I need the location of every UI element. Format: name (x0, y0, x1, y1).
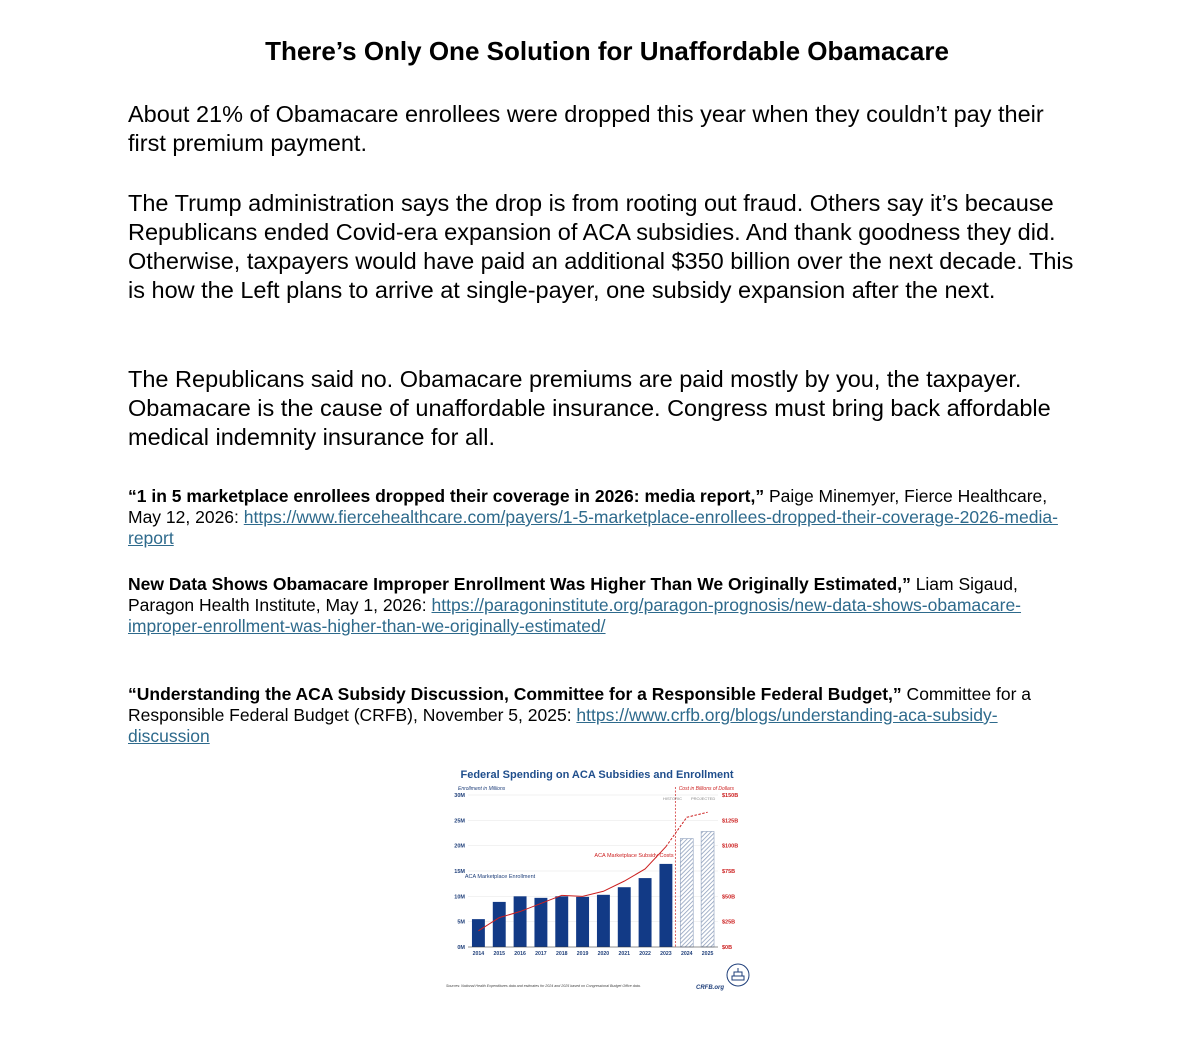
right-tick-label: $75B (722, 869, 736, 875)
reference-1 (128, 486, 1078, 549)
right-tick-label: $125B (722, 818, 739, 825)
left-tick-label: 10M (454, 894, 465, 901)
x-tick-label: 2024 (680, 951, 693, 957)
page-title: There’s Only One Solution for Unaffordable Obamacare (265, 36, 949, 66)
enrollment-series-label: ACA Marketplace Enrollment (464, 874, 536, 880)
reference-1-source: Paige Minemyer, Fierce Healthcare, May 12, 2026: (128, 486, 1048, 527)
enrollment-bar (618, 887, 631, 947)
right-tick-label: $150B (722, 793, 739, 799)
aca-spending-chart (438, 765, 756, 995)
left-tick-label: 30M (454, 793, 465, 799)
x-tick-label: 2022 (639, 951, 651, 957)
enrollment-bar (701, 831, 714, 947)
x-tick-label: 2020 (597, 951, 610, 957)
x-tick-label: 2023 (660, 951, 672, 957)
crfb-logo-text: CRFB.org (696, 985, 724, 991)
x-tick-label: 2015 (493, 951, 506, 957)
left-tick-label: 20M (454, 843, 465, 850)
paragraph-3: The Republicans said no. Obamacare premiums are paid mostly by you, the taxpayer. Obamacare is the cause of unaffordable insurance. Congress must bring back affordable medical indemnity insurance for all. (128, 366, 1051, 450)
source-note: Sources: National Health Expenditures data and estimates for 2024 and 2025 based on Congressional Budget Office data. (446, 984, 641, 988)
right-tick-label: $50B (722, 894, 736, 901)
reference-2-link[interactable]: https://paragoninstitute.org/paragon-prognosis/new-data-shows-obamacare-improper-enrollment-was-higher-than-we-originally-estimated/ (128, 595, 1022, 636)
enrollment-bar (514, 896, 527, 947)
reference-3-source: Committee for a Responsible Federal Budget (CRFB), November 5, 2025: (128, 684, 1032, 725)
chart-svg (438, 765, 756, 995)
enrollment-bar (659, 864, 672, 947)
left-tick-label: 5M (457, 919, 465, 926)
reference-2-title: New Data Shows Obamacare Improper Enrollment Was Higher Than We Originally Estimated,” (128, 574, 911, 594)
reference-1-title: “1 in 5 marketplace enrollees dropped their coverage in 2026: media report,” (128, 486, 765, 506)
reference-1-link[interactable]: https://www.fiercehealthcare.com/payers/1-5-marketplace-enrollees-dropped-their-coverage-2026-media-report (128, 507, 1058, 548)
right-tick-label: $25B (722, 919, 736, 926)
enrollment-bar (555, 896, 568, 947)
x-tick-label: 2021 (618, 951, 631, 957)
historic-label: HISTORIC (662, 796, 682, 801)
x-tick-label: 2016 (514, 951, 526, 957)
enrollment-bar (639, 878, 652, 947)
paragraph-1: About 21% of Obamacare enrollees were dropped this year when they couldn’t pay their first premium payment. (128, 101, 1044, 156)
left-tick-label: 15M (454, 869, 465, 875)
paragraph-2: The Trump administration says the drop is from rooting out fraud. Others say it’s because Republicans ended Covid-era expansion of ACA subsidies. And thank goodness they did. Otherwise, taxpayers would have paid an additional $350 billion over the next decade. This is how the Left plans to arrive at single-payer, one subsidy expansion after the next. (128, 190, 1074, 303)
reference-2-source: Liam Sigaud, Paragon Health Institute, May 1, 2026: (128, 574, 1018, 615)
projected-label: PROJECTED (691, 796, 716, 801)
x-tick-label: 2019 (576, 951, 589, 957)
x-tick-label: 2017 (535, 951, 547, 957)
x-tick-label: 2014 (472, 951, 485, 957)
reference-3-title: “Understanding the ACA Subsidy Discussion, Committee for a Responsible Federal Budget,” (128, 684, 902, 704)
left-tick-label: 0M (457, 945, 465, 951)
enrollment-bar (597, 895, 610, 947)
reference-3-link[interactable]: https://www.crfb.org/blogs/understanding-aca-subsidy-discussion (128, 705, 998, 746)
right-tick-label: $0B (722, 945, 733, 951)
left-tick-label: 25M (454, 818, 465, 825)
enrollment-bar (680, 839, 693, 947)
x-tick-label: 2018 (555, 951, 568, 957)
crfb-logo-icon (727, 964, 749, 986)
enrollment-bar (576, 897, 589, 947)
right-tick-label: $100B (722, 843, 739, 850)
chart-title: Federal Spending on ACA Subsidies and Enrollment (460, 769, 734, 781)
reference-2 (128, 574, 1078, 637)
subsidy-series-label: ACA Marketplace Subsidy Costs (594, 853, 674, 859)
left-axis-caption: Enrollment in Millions (458, 786, 506, 792)
x-tick-label: 2025 (701, 951, 714, 957)
enrollment-bar (493, 902, 506, 947)
reference-3 (128, 684, 1078, 747)
enrollment-bar (472, 919, 485, 947)
right-axis-caption: Cost in Billions of Dollars (678, 786, 734, 792)
